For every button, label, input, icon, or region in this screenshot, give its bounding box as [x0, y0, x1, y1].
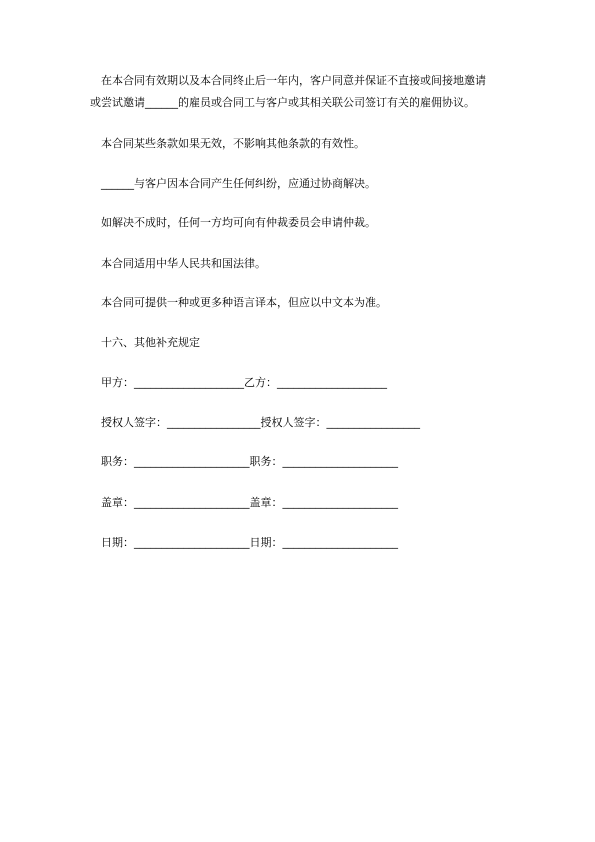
paragraph-governing-law: 本合同适用中华人民共和国法律。 [101, 257, 266, 270]
paragraph-severability: 本合同某些条款如果无效，不影响其他条款的有效性。 [101, 137, 365, 150]
paragraph-line: 在本合同有效期以及本合同终止后一年内，客户同意并保证不直接或间接地邀请 [101, 74, 486, 87]
paragraph-language-versions: 本合同可提供一种或更多种语言译本，但应以中文本为准。 [101, 296, 387, 309]
signature-line-authorized: 授权人签字：_________________授权人签字：_________________ [101, 416, 420, 429]
signature-line-position: 职务：_____________________职务：_____________________ [101, 455, 398, 468]
paragraph-non-solicitation [90, 70, 510, 114]
paragraph-arbitration: 如解决不成时，任何一方均可向有仲裁委员会申请仲裁。 [101, 216, 376, 229]
signature-line-parties: 甲方：____________________乙方：____________________ [101, 376, 387, 389]
paragraph-dispute-negotiation: ______与客户因本合同产生任何纠纷，应通过协商解决。 [101, 177, 376, 190]
section-heading: 十六、其他补充规定 [101, 336, 200, 349]
paragraph-line: 或尝试邀请______的雇员或合同工与客户或其相关联公司签订有关的雇佣协议。 [90, 96, 475, 109]
signature-line-seal: 盖章：_____________________盖章：_____________________ [101, 496, 398, 509]
signature-line-date: 日期：_____________________日期：_____________________ [101, 536, 398, 549]
